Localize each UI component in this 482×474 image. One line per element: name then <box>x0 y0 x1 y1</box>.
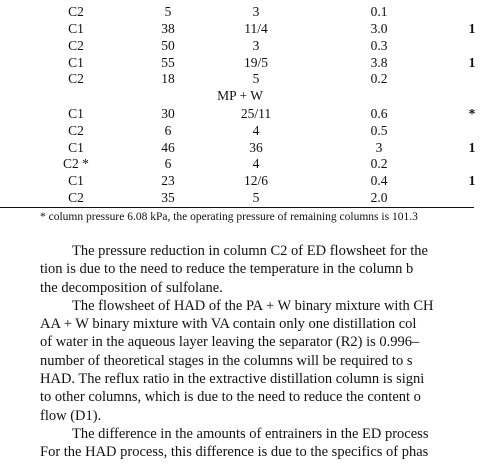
feed-cell: 36 <box>249 140 263 155</box>
stages-cell: 38 <box>161 21 175 36</box>
stages-cell: 18 <box>161 71 175 86</box>
table-row <box>0 55 474 71</box>
stages-cell: 46 <box>161 140 175 155</box>
column-cell: C2 * <box>63 156 89 171</box>
paragraph <box>40 425 480 462</box>
stages-cell: 55 <box>161 55 175 70</box>
table-row <box>0 173 474 189</box>
text-line: The flowsheet of HAD of the PA + W binary mixture with CH <box>72 297 434 314</box>
table-row <box>0 21 474 37</box>
feed-cell: 11/4 <box>244 21 268 36</box>
reflux-cell: 0.5 <box>370 123 388 138</box>
table-row <box>0 4 474 20</box>
column-cell: C1 <box>68 140 84 155</box>
text-line: flow (D1). <box>40 407 102 424</box>
table-row <box>0 156 474 172</box>
reflux-cell: 0.6 <box>370 106 388 121</box>
text-line: tion is due to the need to reduce the temperature in the column b <box>40 261 414 278</box>
feed-cell: 25/11 <box>240 106 272 121</box>
group-label: MP + W <box>217 88 263 103</box>
feed-cell: 5 <box>252 71 260 86</box>
reflux-cell: 0.2 <box>370 71 388 86</box>
reflux-cell: 3 <box>375 140 383 155</box>
stages-cell: 6 <box>164 123 172 138</box>
feed-cell: 5 <box>252 190 260 205</box>
table-row <box>0 190 474 206</box>
text-line: to other columns, which is due to the need to reduce the content o <box>40 389 421 406</box>
table-footnote: * column pressure 6.08 kPa, the operating pressure of remaining columns is 101.3 <box>40 211 418 223</box>
table-row <box>0 140 474 156</box>
reflux-cell: 0.3 <box>370 38 388 53</box>
reflux-cell: 0.1 <box>370 4 388 19</box>
column-cell: C1 <box>68 173 84 188</box>
table-row <box>0 38 474 54</box>
reflux-cell: 3.0 <box>370 21 388 36</box>
paragraph <box>40 242 480 297</box>
paragraph <box>40 297 480 425</box>
text-line: the decomposition of sulfolane. <box>40 279 223 296</box>
feed-cell: 4 <box>252 156 260 171</box>
column-cell: C2 <box>68 38 84 53</box>
extra-cell: * <box>468 106 476 121</box>
extra-cell: 1 <box>468 173 476 188</box>
extra-cell: 1 <box>468 21 476 36</box>
reflux-cell: 0.4 <box>370 173 388 188</box>
column-cell: C1 <box>68 21 84 36</box>
stages-cell: 35 <box>161 190 175 205</box>
column-cell: C2 <box>68 4 84 19</box>
table-bottom-rule <box>0 207 474 208</box>
text-line: AA + W binary mixture with VA contain only one distillation col <box>40 316 417 333</box>
feed-cell: 19/5 <box>243 55 268 70</box>
column-cell: C2 <box>68 190 84 205</box>
text-line: HAD. The reflux ratio in the extractive distillation column is signi <box>40 371 425 388</box>
column-cell: C1 <box>68 55 84 70</box>
reflux-cell: 3.8 <box>370 55 388 70</box>
reflux-cell: 0.2 <box>370 156 388 171</box>
stages-cell: 30 <box>161 106 175 121</box>
text-line: For the HAD process, this difference is due to the specifics of phas <box>40 444 429 461</box>
stages-cell: 6 <box>164 156 172 171</box>
text-line: The pressure reduction in column C2 of ED flowsheet for the <box>72 243 428 259</box>
text-line: number of theoretical stages in the columns will be required to s <box>40 352 413 369</box>
stages-cell: 50 <box>161 38 175 53</box>
feed-cell: 12/6 <box>243 173 268 188</box>
feed-cell: 3 <box>252 4 260 19</box>
column-cell: C2 <box>68 123 84 138</box>
reflux-cell: 2.0 <box>370 190 388 205</box>
body-text <box>40 242 480 462</box>
stages-cell: 5 <box>164 4 172 19</box>
feed-cell: 4 <box>252 123 260 138</box>
table-row <box>0 123 474 139</box>
feed-cell: 3 <box>252 38 260 53</box>
text-line: The difference in the amounts of entrainers in the ED process <box>72 425 429 442</box>
extra-cell: 1 <box>468 140 476 155</box>
stages-cell: 23 <box>161 173 175 188</box>
table-row <box>0 106 474 122</box>
table-row <box>0 71 474 87</box>
column-cell: C2 <box>68 71 84 86</box>
column-cell: C1 <box>68 106 84 121</box>
extra-cell: 1 <box>468 55 476 70</box>
text-line: of water in the aqueous layer leaving the separator (R2) is 0.996– <box>40 334 420 351</box>
